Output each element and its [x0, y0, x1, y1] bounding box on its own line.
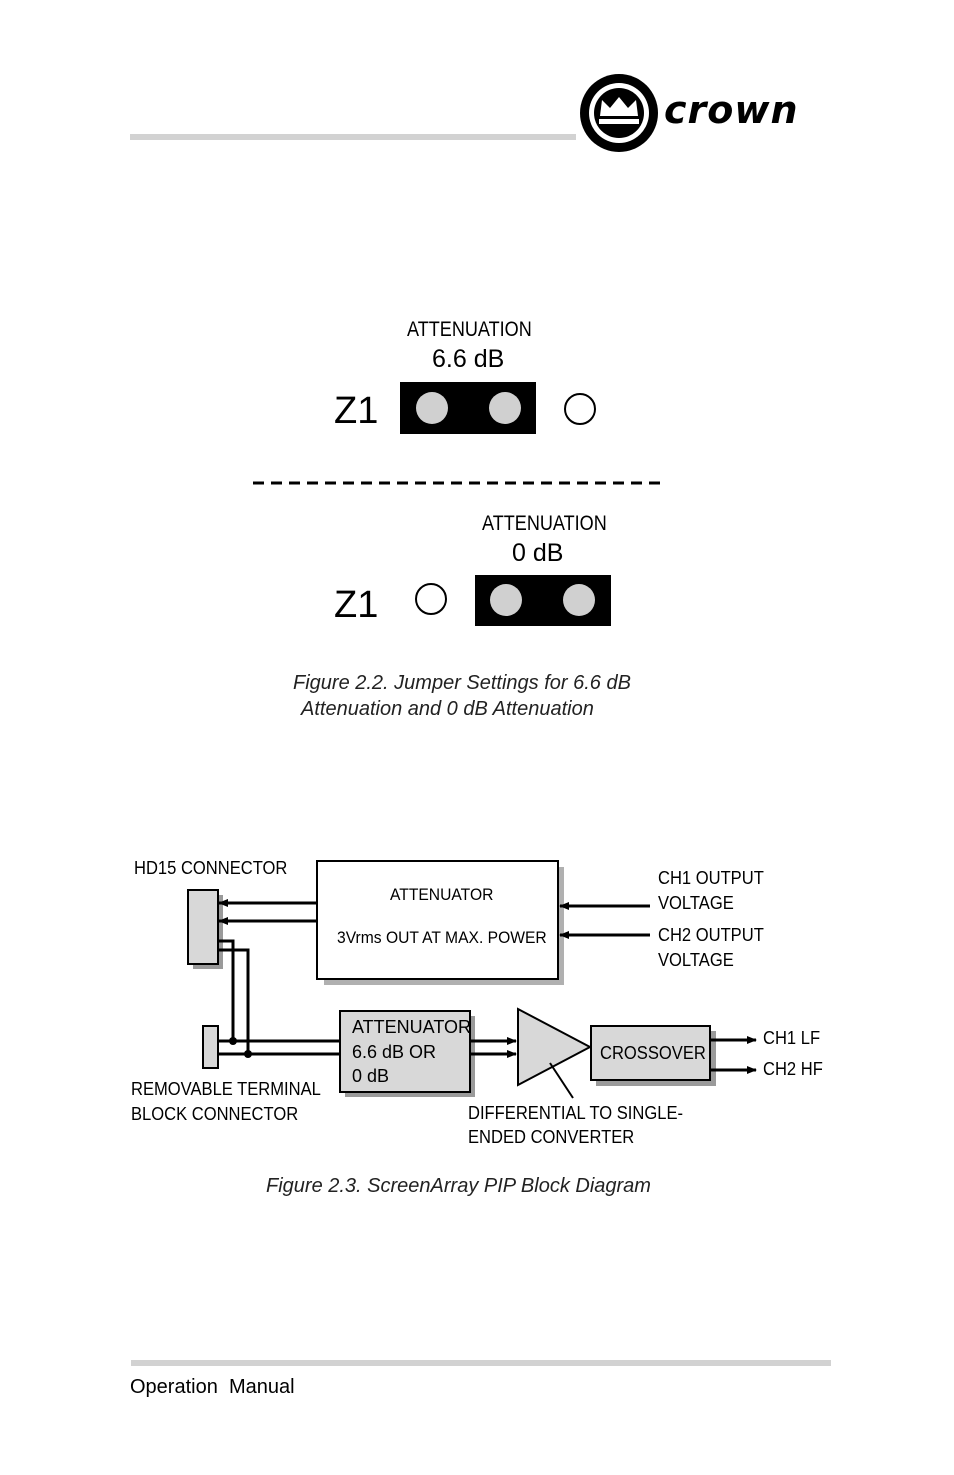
- attenuator-small-line1: ATTENUATOR: [352, 1017, 472, 1037]
- jumper-pin-bottom-2: [490, 584, 522, 616]
- ch2-output-line1: CH2 OUTPUT: [658, 925, 764, 945]
- ch1-output-line2: VOLTAGE: [658, 893, 734, 913]
- terminal-label-line1: REMOVABLE TERMINAL: [131, 1079, 321, 1099]
- jumper-top-label: ATTENUATION: [407, 318, 532, 341]
- figure-2-2-caption-line1: Figure 2.2. Jumper Settings for 6.6 dB: [293, 672, 631, 694]
- attenuator-small-line3: 0 dB: [352, 1066, 390, 1086]
- attenuator-main-sub: 3Vrms OUT AT MAX. POWER: [337, 928, 547, 947]
- converter-label-line1: DIFFERENTIAL TO SINGLE-: [468, 1103, 684, 1123]
- crossover-label: CROSSOVER: [600, 1043, 706, 1063]
- attenuator-small-line2: 6.6 dB OR: [352, 1042, 437, 1062]
- hd15-connector: [188, 890, 218, 964]
- brand-wordmark: crown: [664, 88, 799, 132]
- jumper-top-value: 6.6 dB: [432, 345, 505, 373]
- terminal-label-line2: BLOCK CONNECTOR: [131, 1104, 299, 1124]
- jumper-pin-top-1: [416, 392, 448, 424]
- jumper-top-z-label: Z1: [334, 390, 379, 432]
- converter-label-line2: ENDED CONVERTER: [468, 1127, 635, 1147]
- converter-triangle: [518, 1009, 590, 1085]
- footer-rule: [131, 1360, 831, 1366]
- figure-2-3-caption: Figure 2.3. ScreenArray PIP Block Diagram: [266, 1175, 651, 1197]
- jumper-bottom-value: 0 dB: [512, 539, 564, 567]
- ch2-output-line2: VOLTAGE: [658, 950, 734, 970]
- jumper-bottom-z-label: Z1: [334, 584, 379, 626]
- terminal-block: [203, 1026, 218, 1068]
- ch1-output-line1: CH1 OUTPUT: [658, 868, 764, 888]
- ch1-lf-label: CH1 LF: [763, 1028, 821, 1048]
- attenuator-main-box: [317, 861, 558, 979]
- jumper-bottom-label: ATTENUATION: [482, 512, 607, 535]
- jumper-pin-bottom-3: [563, 584, 595, 616]
- ch2-hf-label: CH2 HF: [763, 1059, 823, 1079]
- jumper-pin-bottom-1: [416, 584, 446, 614]
- figure-2-2-caption-line2: Attenuation and 0 dB Attenuation: [301, 698, 594, 720]
- crown-logo-icon: [580, 74, 658, 152]
- jumper-pin-top-3: [565, 394, 595, 424]
- attenuator-main-title: ATTENUATOR: [390, 885, 494, 904]
- hd15-label: HD15 CONNECTOR: [134, 858, 288, 878]
- footer-text: Operation Manual: [130, 1376, 295, 1398]
- jumper-pin-top-2: [489, 392, 521, 424]
